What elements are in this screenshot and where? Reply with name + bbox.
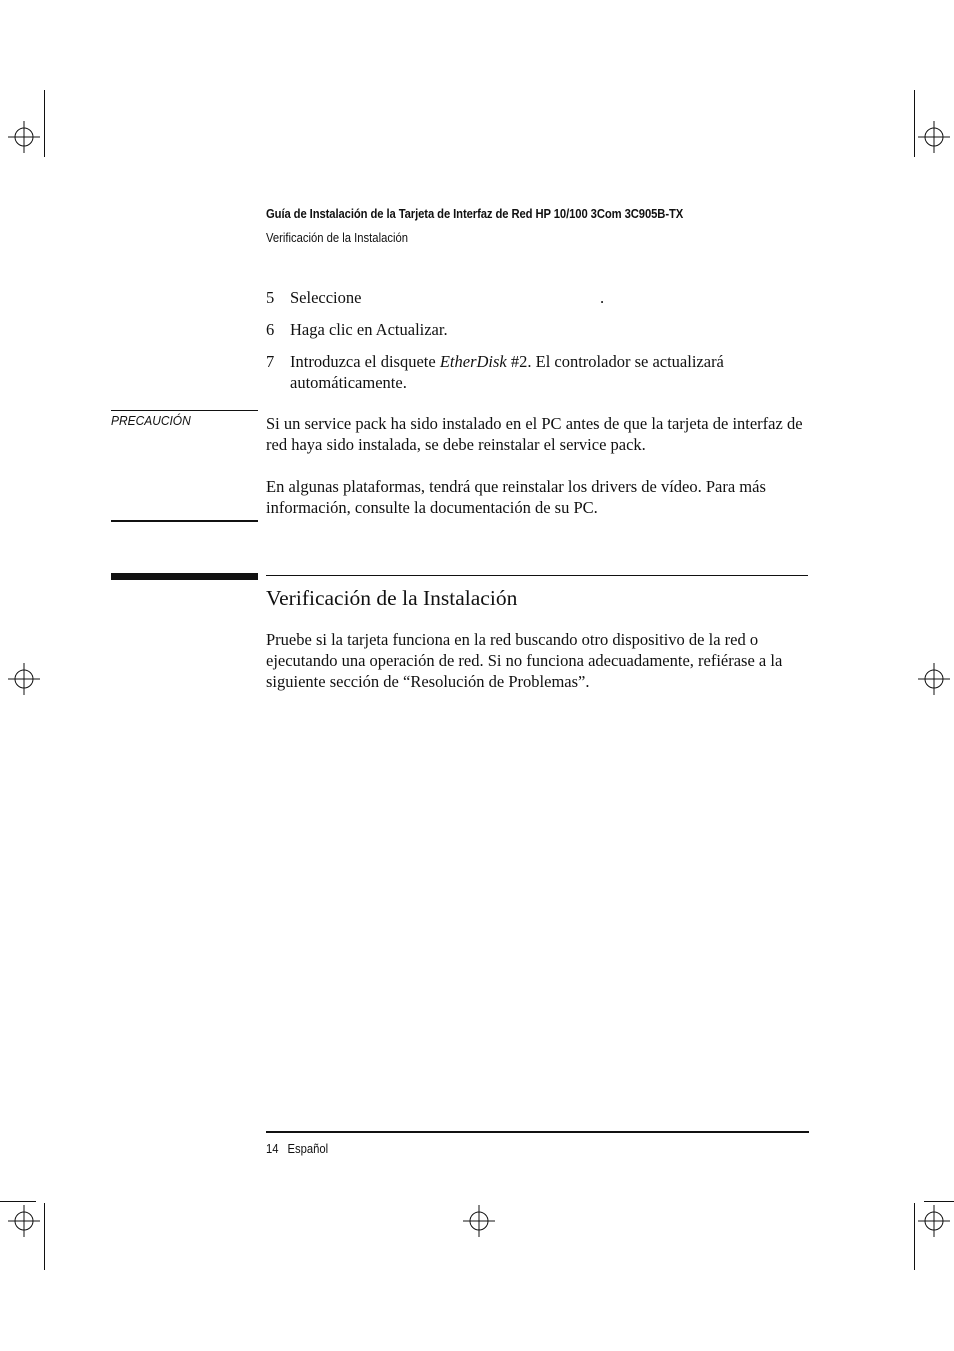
crop-mark (914, 1203, 915, 1270)
registration-mark-icon (918, 121, 950, 153)
product-name-emphasis: EtherDisk (439, 352, 507, 371)
crop-mark (44, 90, 45, 157)
caution-top-rule (111, 410, 258, 411)
registration-mark-icon (8, 121, 40, 153)
registration-mark-icon (918, 1205, 950, 1237)
step-text: Haga clic en Actualizar. (290, 320, 448, 339)
step-number: 7 (266, 352, 275, 371)
step-text-before: Introduzca el disquete (290, 352, 440, 371)
footer-rule (266, 1131, 809, 1133)
page-number: 14 (266, 1142, 279, 1156)
step-text-after: #2. El controlador se actualizará automáticamente. (290, 352, 724, 392)
crop-mark (0, 1201, 36, 1202)
caution-bottom-rule (111, 520, 258, 522)
page-footer (266, 1142, 328, 1156)
step-item (266, 287, 811, 308)
registration-mark-icon (463, 1205, 495, 1237)
caution-label: PRECAUCIÓN (111, 413, 191, 428)
step-item (266, 351, 811, 393)
section-title: Verificación de la Instalación (266, 586, 518, 610)
step-text: Seleccione (290, 288, 362, 307)
section-heading-rule (266, 575, 808, 576)
running-header-subtitle: Verificación de la Instalación (266, 231, 408, 245)
step-trailing-punctuation: . (600, 288, 605, 307)
caution-paragraph: En algunas plataformas, tendrá que reinstalar los drivers de vídeo. Para más información, consulte la documentación de su PC. (266, 477, 766, 517)
section-heading-bar (111, 573, 258, 580)
section-body: Pruebe si la tarjeta funciona en la red buscando otro dispositivo de la red o ejecutando una operación de red. Si no funciona adecuadamente, refiérase a la siguiente sección de “Resolución de Problemas”. (266, 630, 783, 691)
step-item (266, 319, 811, 340)
step-number: 5 (266, 288, 275, 307)
footer-language: Español (287, 1142, 329, 1156)
crop-mark (44, 1203, 45, 1270)
registration-mark-icon (8, 663, 40, 695)
registration-mark-icon (8, 1205, 40, 1237)
crop-mark (914, 90, 915, 157)
registration-mark-icon (918, 663, 950, 695)
caution-paragraph: Si un service pack ha sido instalado en el PC antes de que la tarjeta de interfaz de red haya sido instalada, se debe reinstalar el service pack. (266, 414, 803, 454)
step-number: 6 (266, 320, 275, 339)
running-header-title: Guía de Instalación de la Tarjeta de Interfaz de Red HP 10/100 3Com 3C905B-TX (266, 207, 684, 221)
crop-mark (924, 1201, 954, 1202)
step-text (290, 351, 811, 393)
